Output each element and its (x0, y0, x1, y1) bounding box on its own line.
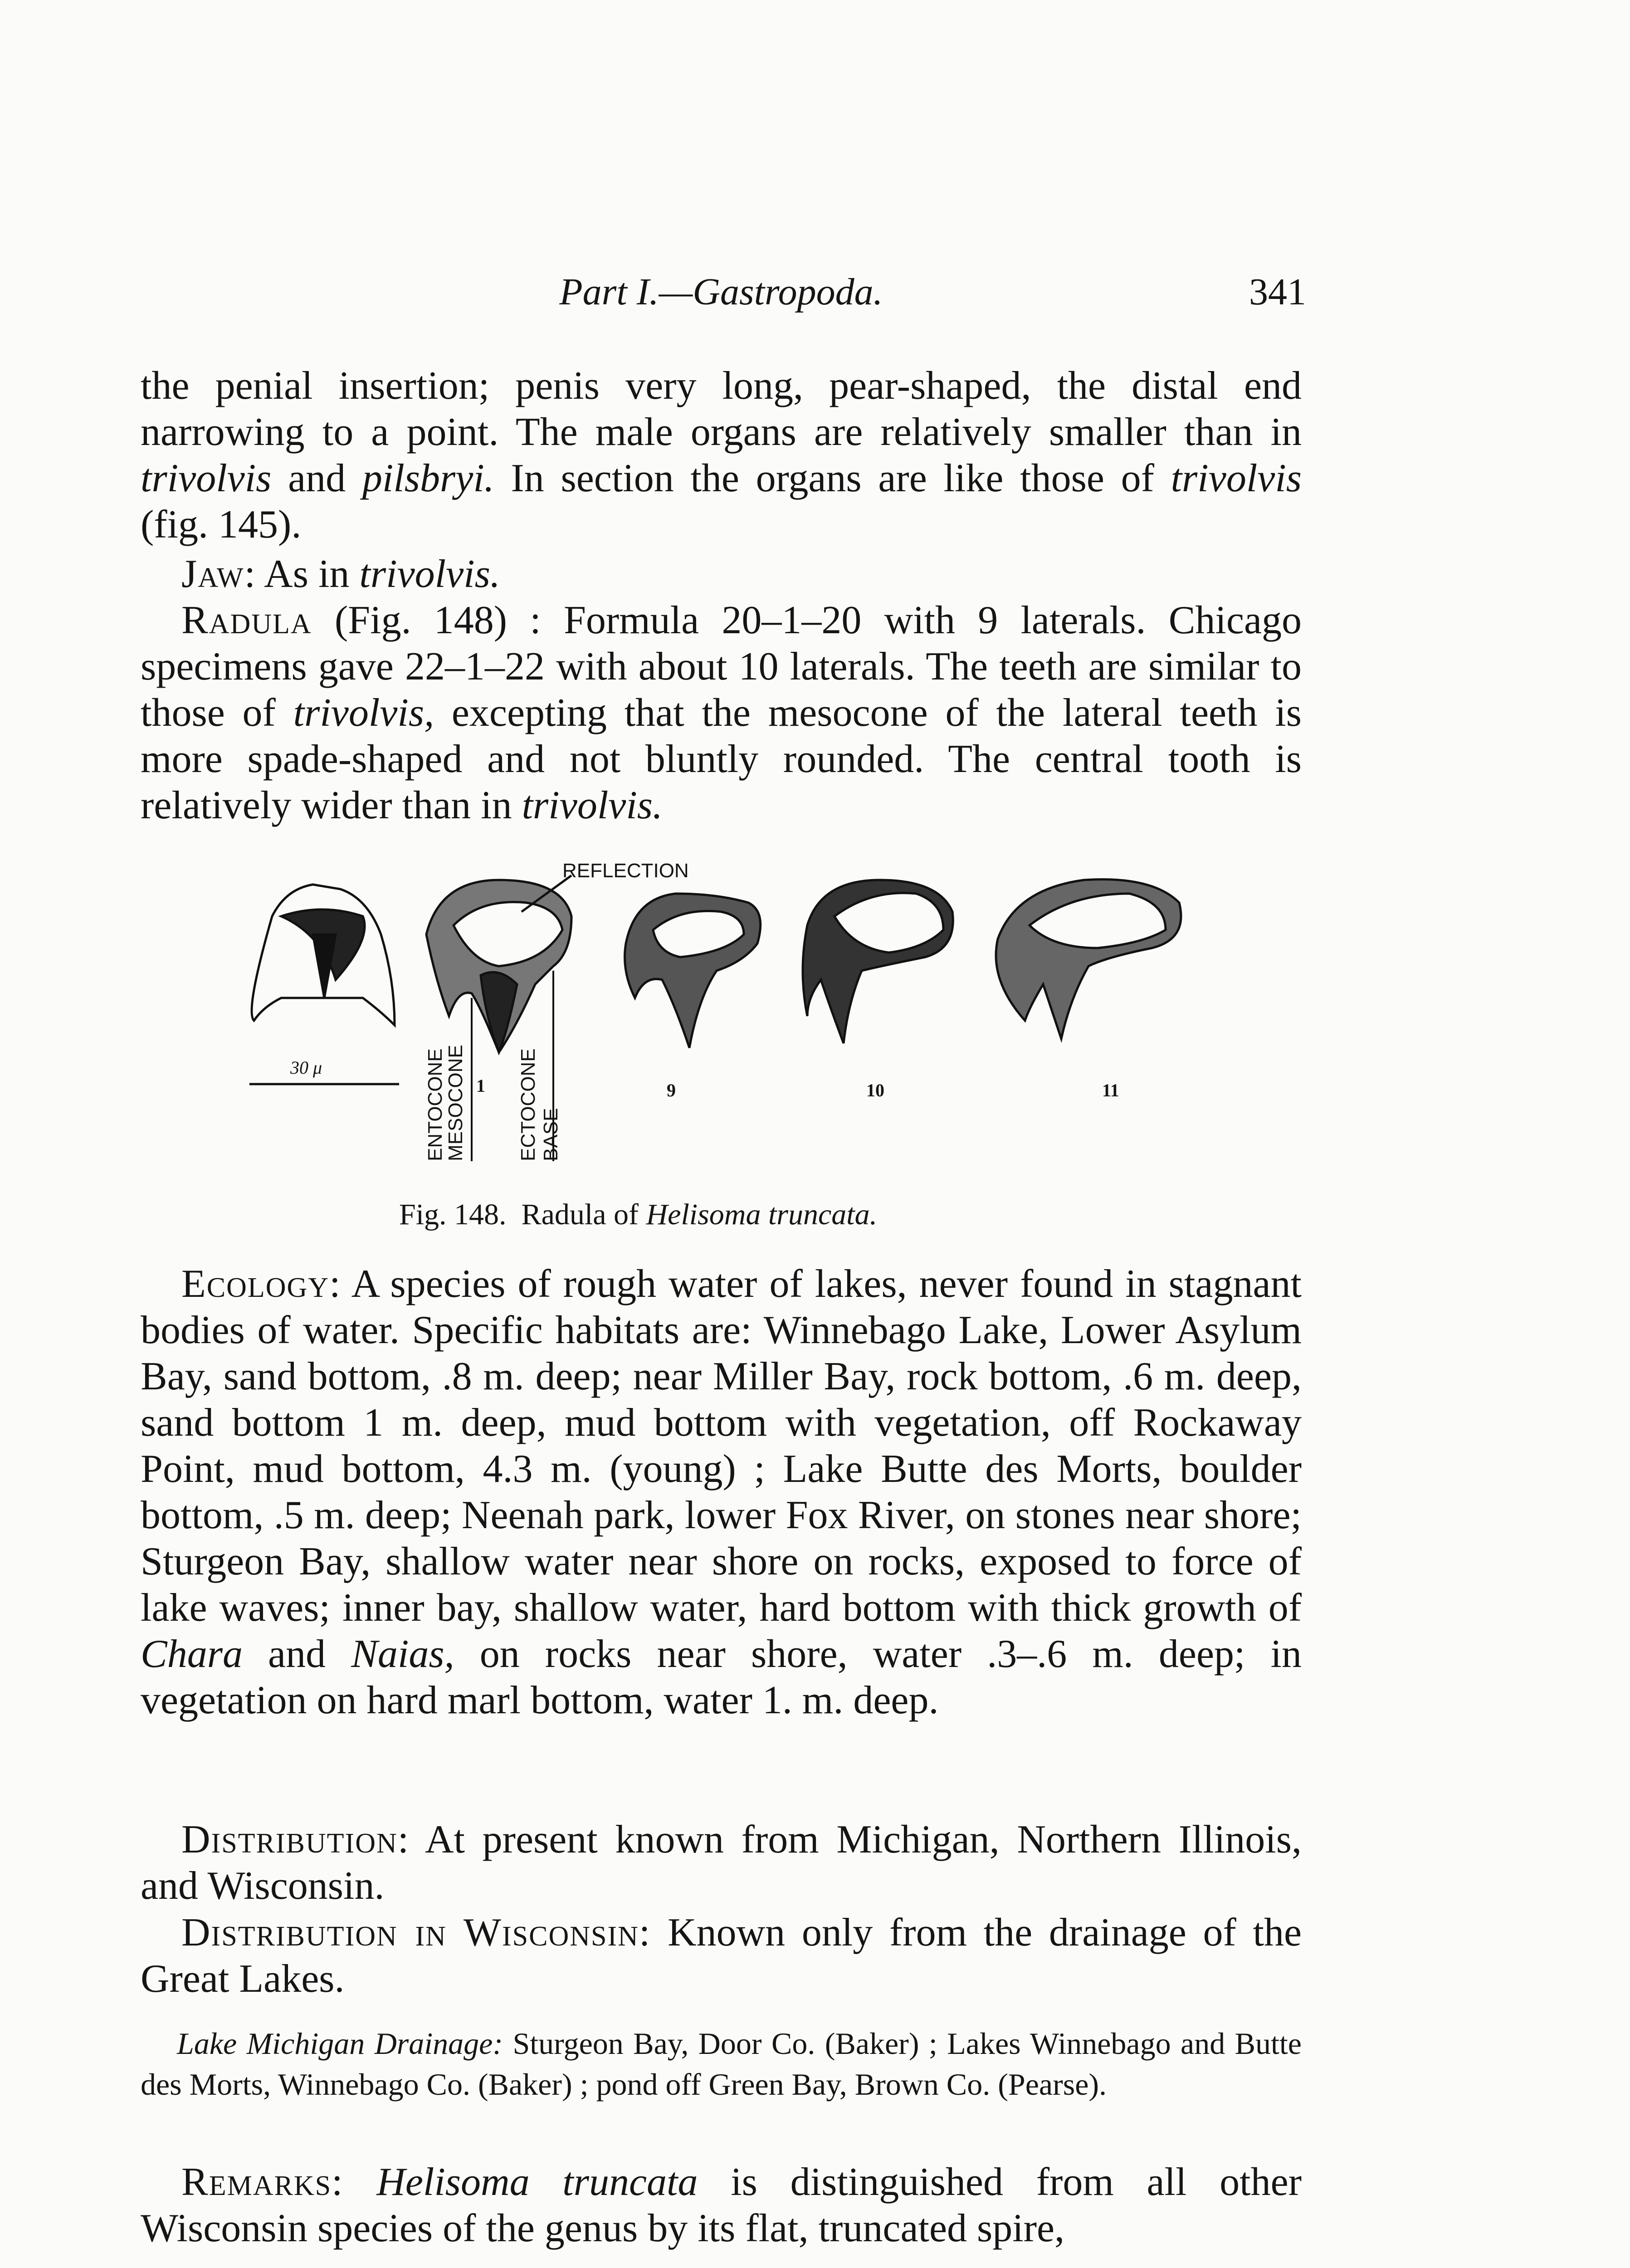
paragraph-radula: Radula (Fig. 148) : Formula 20–1–20 with 9 laterals. Chicago specimens gave 22–1–22 with about 10 laterals. The teeth are similar to those of trivolvis, excepting that the mesocone of the lateral teeth is more spade-shaped and not bluntly rounded. The central tooth is relatively wider than in trivolvis. (141, 598, 1302, 827)
figure-radula (245, 862, 1252, 1225)
tooth-number-1: 1 (476, 1075, 485, 1096)
paragraph-jaw: Jaw: As in trivolvis. (181, 552, 500, 596)
label-ectocone: ECTOCONE (517, 1048, 539, 1161)
distribution-heading: Distribution: (181, 1818, 410, 1862)
paragraph-remarks: Remarks: Helisoma truncata is distinguished from all other Wisconsin species of the genus by its flat, truncated spire, (141, 2160, 1302, 2250)
distribution-wisconsin-heading: Distribution in Wisconsin: (181, 1911, 651, 1955)
page-header (136, 270, 1306, 324)
paragraph-distribution: Distribution: At present known from Michigan, Northern Illinois, and Wisconsin. (141, 1818, 1302, 1908)
label-mesocone: MESOCONE (444, 1045, 467, 1161)
radula-teeth-drawing (245, 862, 1252, 1225)
ecology-heading: Ecology: (181, 1262, 342, 1306)
running-head: Part I.—Gastropoda. (559, 271, 883, 313)
label-entocone: ENTOCONE (424, 1048, 446, 1161)
lateral-tooth-10 (803, 880, 953, 1043)
paragraph-lake-michigan-drainage: Lake Michigan Drainage: Sturgeon Bay, Door Co. (Baker) ; Lakes Winnebago and Butte des Morts, Winnebago Co. (Baker) ; pond off Green Bay, Brown Co. (Pearse). (141, 2026, 1302, 2102)
tooth-number-9: 9 (667, 1080, 676, 1100)
jaw-heading: Jaw: (181, 552, 257, 596)
lateral-tooth-9 (625, 894, 761, 1048)
figure-caption: Fig. 148. Radula of Helisoma truncata. (399, 1198, 878, 1231)
central-tooth (252, 885, 395, 1025)
tooth-number-10: 10 (866, 1080, 884, 1100)
paragraph-penis: the penial insertion; penis very long, pear-shaped, the distal end narrowing to a point. The male organs are relatively smaller than in trivolvis and pilsbryi. In section the organs are like those of trivolvis (fig. 145). (141, 364, 1302, 547)
label-base: BASE (540, 1108, 562, 1161)
label-reflection: REFLECTION (562, 860, 689, 882)
label-scale: 30 μ (290, 1057, 322, 1078)
page-number: 341 (1249, 271, 1306, 313)
lake-michigan-heading: Lake Michigan Drainage: (177, 2026, 503, 2061)
remarks-heading: Remarks: (181, 2160, 344, 2204)
tooth-number-11: 11 (1102, 1080, 1119, 1100)
radula-heading: Radula (181, 598, 312, 642)
lateral-tooth-1 (426, 880, 571, 1052)
lateral-tooth-11 (996, 880, 1181, 1039)
paragraph-ecology: Ecology: A species of rough water of lakes, never found in stagnant bodies of water. Specific habitats are: Winnebago Lake, Lower Asylum Bay, sand bottom, .8 m. deep; near Miller Bay, rock bottom, .6 m. deep, sand bottom 1 m. deep, mud bottom with vegetation, off Rockaway Point, mud bottom, 4.3 m. (young) ; Lake Butte des Morts, boulder bottom, .5 m. deep; Neenah park, lower Fox River, on stones near shore; Sturgeon Bay, shallow water near shore on rocks, exposed to force of lake waves; inner bay, shallow water, hard bottom with thick growth of Chara and Naias, on rocks near shore, water .3–.6 m. deep; in vegetation on hard marl bottom, water 1. m. deep. (141, 1262, 1302, 1722)
paragraph-distribution-wisconsin: Distribution in Wisconsin: Known only from the drainage of the Great Lakes. (141, 1911, 1302, 2001)
